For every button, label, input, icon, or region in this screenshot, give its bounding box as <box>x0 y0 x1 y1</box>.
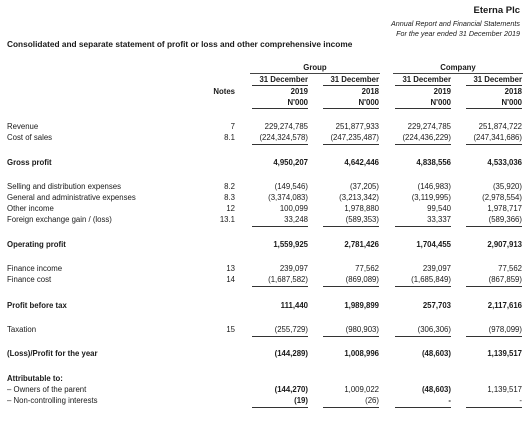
subtotal-rule <box>395 226 451 227</box>
row-selling-expenses <box>0 182 526 193</box>
row-label: – Non-controlling interests <box>7 396 98 405</box>
col4-unit: N'000 <box>501 98 522 107</box>
subtotal-rule <box>323 144 379 145</box>
row-label: General and administrative expenses <box>7 193 136 202</box>
group-2019-value: (1,687,582) <box>268 275 308 284</box>
company-2019-value: (48,603) <box>421 385 451 394</box>
group-2018-value: 77,562 <box>355 264 379 273</box>
company-2018-value: (978,099) <box>488 325 522 334</box>
row-label: Attributable to: <box>7 374 63 383</box>
row-label: Finance income <box>7 264 63 273</box>
group-header-rule <box>250 73 380 74</box>
group-2019-value: 33,248 <box>284 215 308 224</box>
row-taxation <box>0 325 526 336</box>
row-non-controlling <box>0 396 526 407</box>
company-2018-value: (867,859) <box>488 275 522 284</box>
row-operating-profit <box>0 240 526 251</box>
group-2019-value: 239,097 <box>279 264 308 273</box>
company-2019-value: 99,540 <box>427 204 451 213</box>
company-2019-value: 33,337 <box>427 215 451 224</box>
row-admin-expenses <box>0 193 526 204</box>
statement-title: Consolidated and separate statement of profit or loss and other comprehensive income <box>7 39 353 49</box>
row-note: 8.1 <box>224 133 235 142</box>
company-2018-value: - <box>519 396 522 405</box>
row-label: Foreign exchange gain / (loss) <box>7 215 112 224</box>
row-label: Taxation <box>7 325 37 334</box>
company-2019-value: (48,603) <box>421 349 451 358</box>
company-2019-value: (1,685,849) <box>411 275 451 284</box>
subtotal-rule <box>252 407 308 408</box>
col2-year: 2018 <box>361 87 379 96</box>
col3-year: 2019 <box>433 87 451 96</box>
group-2019-value: (144,289) <box>274 349 308 358</box>
col1-unit-rule <box>252 108 308 109</box>
subtotal-rule <box>466 407 522 408</box>
row-cost-of-sales <box>0 133 526 144</box>
row-label: (Loss)/Profit for the year <box>7 349 98 358</box>
company-2018-value: 1,978,717 <box>487 204 522 213</box>
group-2018-value: (26) <box>365 396 379 405</box>
company-2019-value: (3,119,995) <box>411 193 451 202</box>
col2-date: 31 December <box>330 75 379 84</box>
row-profit-for-year <box>0 349 526 360</box>
company-2018-value: 1,139,517 <box>487 349 522 358</box>
row-gross-profit <box>0 158 526 169</box>
col1-year: 2019 <box>290 87 308 96</box>
group-2018-value: 4,642,446 <box>344 158 379 167</box>
group-2018-value: (980,903) <box>345 325 379 334</box>
group-2018-value: (37,205) <box>349 182 379 191</box>
col1-date: 31 December <box>259 75 308 84</box>
company-2019-value: - <box>448 396 451 405</box>
group-2019-value: 229,274,785 <box>264 122 308 131</box>
row-note: 15 <box>226 325 235 334</box>
group-2018-value: 251,877,933 <box>335 122 379 131</box>
group-2019-value: 111,440 <box>280 301 308 310</box>
subtotal-rule <box>323 226 379 227</box>
report-subtitle: Annual Report and Financial Statements <box>390 19 520 28</box>
company-2018-value: 77,562 <box>498 264 522 273</box>
row-label: Profit before tax <box>7 301 67 310</box>
row-label: – Owners of the parent <box>7 385 87 394</box>
col1-unit: N'000 <box>287 98 308 107</box>
col4-year: 2018 <box>504 87 522 96</box>
subtotal-rule <box>252 226 308 227</box>
subtotal-rule <box>466 226 522 227</box>
subtotal-rule <box>252 144 308 145</box>
company-2019-value: 1,704,455 <box>416 240 451 249</box>
company-2018-value: (589,366) <box>488 215 522 224</box>
row-note: 12 <box>226 204 235 213</box>
row-label: Finance cost <box>7 275 52 284</box>
group-2019-value: 100,099 <box>279 204 308 213</box>
company-2019-value: 239,097 <box>422 264 451 273</box>
col2-unit-rule <box>323 108 379 109</box>
group-2018-value: 1,009,022 <box>344 385 379 394</box>
group-2018-value: 1,978,880 <box>344 204 379 213</box>
group-2018-value: (247,235,487) <box>330 133 379 142</box>
col3-unit: N'000 <box>430 98 451 107</box>
col3-date-rule <box>395 85 451 86</box>
period-subtitle: For the year ended 31 December 2019 <box>396 29 520 38</box>
company-name: Eterna Plc <box>473 5 520 16</box>
company-2018-value: 1,139,517 <box>487 385 522 394</box>
group-2018-value: 2,781,426 <box>344 240 379 249</box>
row-note: 8.2 <box>224 182 235 191</box>
subtotal-rule <box>395 144 451 145</box>
row-note: 13 <box>226 264 235 273</box>
subtotal-rule <box>252 286 308 287</box>
col4-unit-rule <box>466 108 522 109</box>
row-owners-of-parent <box>0 385 526 396</box>
col3-unit-rule <box>395 108 451 109</box>
company-2019-value: (306,306) <box>417 325 451 334</box>
col3-date: 31 December <box>402 75 451 84</box>
subtotal-rule <box>466 286 522 287</box>
group-header: Group <box>303 63 327 72</box>
row-finance-cost <box>0 275 526 286</box>
row-other-income <box>0 204 526 215</box>
row-note: 7 <box>230 122 235 131</box>
company-2018-value: (247,341,686) <box>473 133 522 142</box>
company-2019-value: (146,983) <box>417 182 451 191</box>
group-2018-value: 1,989,899 <box>344 301 379 310</box>
row-label: Selling and distribution expenses <box>7 182 121 191</box>
notes-header: Notes <box>213 87 235 96</box>
group-2018-value: (589,353) <box>345 215 379 224</box>
row-label: Operating profit <box>7 240 66 249</box>
company-2018-value: (35,920) <box>492 182 522 191</box>
group-2019-value: 4,950,207 <box>273 158 308 167</box>
company-2018-value: 251,874,722 <box>478 122 522 131</box>
group-2019-value: 1,559,925 <box>273 240 308 249</box>
subtotal-rule <box>323 407 379 408</box>
subtotal-rule <box>395 286 451 287</box>
subtotal-rule <box>466 144 522 145</box>
company-2018-value: (2,978,554) <box>482 193 522 202</box>
row-note: 14 <box>226 275 235 284</box>
row-note: 13.1 <box>219 215 235 224</box>
subtotal-rule <box>252 336 308 337</box>
company-header: Company <box>440 63 476 72</box>
row-label: Revenue <box>7 122 39 131</box>
row-revenue <box>0 122 526 133</box>
row-fx-gain-loss <box>0 215 526 226</box>
group-2019-value: (19) <box>294 396 308 405</box>
subtotal-rule <box>323 336 379 337</box>
group-2019-value: (255,729) <box>274 325 308 334</box>
company-2019-value: 257,703 <box>422 301 451 310</box>
subtotal-rule <box>395 407 451 408</box>
company-2018-value: 4,533,036 <box>487 158 522 167</box>
row-profit-before-tax <box>0 301 526 312</box>
company-2018-value: 2,907,913 <box>487 240 522 249</box>
subtotal-rule <box>466 336 522 337</box>
company-2019-value: (224,436,229) <box>402 133 451 142</box>
company-header-rule <box>393 73 523 74</box>
group-2019-value: (149,546) <box>274 182 308 191</box>
col4-date: 31 December <box>473 75 522 84</box>
subtotal-rule <box>323 286 379 287</box>
group-2018-value: (869,089) <box>345 275 379 284</box>
company-2018-value: 2,117,616 <box>487 301 522 310</box>
row-finance-income <box>0 264 526 275</box>
group-2018-value: 1,008,996 <box>344 349 379 358</box>
col4-date-rule <box>466 85 522 86</box>
subtotal-rule <box>395 336 451 337</box>
row-label: Cost of sales <box>7 133 53 142</box>
row-label: Other income <box>7 204 54 213</box>
group-2019-value: (144,270) <box>274 385 308 394</box>
group-2019-value: (224,324,578) <box>259 133 308 142</box>
group-2018-value: (3,213,342) <box>339 193 379 202</box>
row-label: Gross profit <box>7 158 52 167</box>
row-note: 8.3 <box>224 193 235 202</box>
col2-date-rule <box>323 85 379 86</box>
row-attributable-to <box>0 374 526 385</box>
company-2019-value: 229,274,785 <box>407 122 451 131</box>
company-2019-value: 4,838,556 <box>416 158 451 167</box>
col1-date-rule <box>252 85 308 86</box>
group-2019-value: (3,374,083) <box>268 193 308 202</box>
col2-unit: N'000 <box>358 98 379 107</box>
